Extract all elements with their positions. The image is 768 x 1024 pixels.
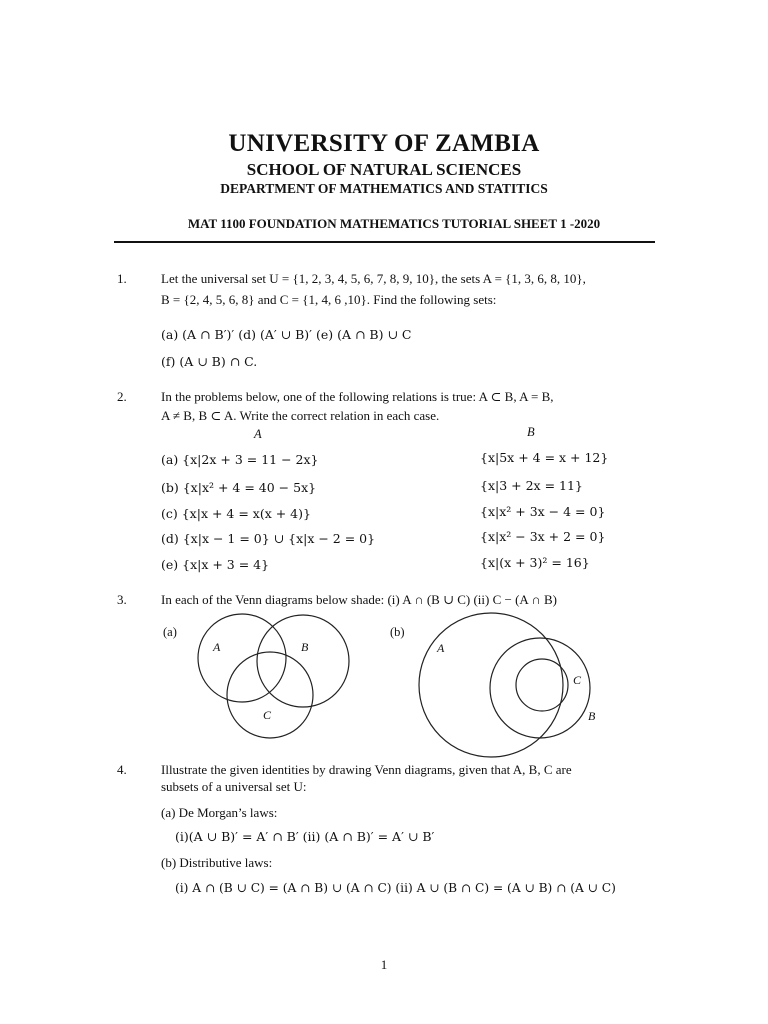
q3-line1: In each of the Venn diagrams below shade: (i) A ∩ (B ∪ C) (ii) C − (A ∩ B) bbox=[161, 592, 557, 607]
venn-a-set-b-label: B bbox=[301, 640, 309, 654]
venn-b-label: (b) bbox=[390, 625, 405, 639]
q2-row-c-left: (c) {x|x + 4 = x(x + 4)} bbox=[161, 506, 311, 521]
q1-number: 1. bbox=[117, 271, 127, 286]
q2-row-c-right: {x|x² + 3x − 4 = 0} bbox=[480, 504, 606, 519]
q2-row-a-left: (a) {x|2x + 3 = 11 − 2x} bbox=[161, 452, 319, 467]
school-title: SCHOOL OF NATURAL SCIENCES bbox=[246, 160, 522, 179]
q4-line2: subsets of a universal set U: bbox=[161, 779, 307, 794]
venn-b-set-b-label: B bbox=[588, 709, 596, 723]
q4-line1: Illustrate the given identities by drawing Venn diagrams, given that A, B, C are bbox=[161, 762, 572, 777]
q2-row-e-right: {x|(x + 3)² = 16} bbox=[480, 555, 590, 570]
q1-line1: Let the universal set U = {1, 2, 3, 4, 5, 6, 7, 8, 9, 10}, the sets A = {1, 3, 6, 8, 10}, bbox=[161, 271, 586, 286]
q2-col-b-heading: B bbox=[527, 425, 535, 439]
sheet-title: MAT 1100 FOUNDATION MATHEMATICS TUTORIAL SHEET 1 -2020 bbox=[187, 216, 601, 231]
q2-col-a-heading: A bbox=[254, 427, 262, 441]
q4-a-title: (a) De Morgan’s laws: bbox=[161, 805, 278, 820]
q1-parts-line1: (a) (A ∩ B′)′ (d) (A′ ∪ B)′ (e) (A ∩ B) ∪ C bbox=[161, 327, 412, 342]
q4-a-body: (i)(A ∪ B)′ = A′ ∩ B′ (ii) (A ∩ B)′ = A′ ∪ B′ bbox=[175, 829, 435, 844]
q2-row-a-right: {x|5x + 4 = x + 12} bbox=[480, 450, 609, 465]
q2-row-e-left: (e) {x|x + 3 = 4} bbox=[161, 557, 270, 572]
department-title: DEPARTMENT OF MATHEMATICS AND STATITICS bbox=[220, 181, 548, 196]
q2-row-d-right: {x|x² − 3x + 2 = 0} bbox=[480, 529, 606, 544]
q4-b-title: (b) Distributive laws: bbox=[161, 855, 273, 870]
venn-b-set-a-label: A bbox=[437, 641, 445, 655]
venn-b-set-c-label: C bbox=[573, 673, 582, 687]
venn-b-circle-c bbox=[516, 659, 568, 711]
q2-line2: A ≠ B, B ⊂ A. Write the correct relation in each case. bbox=[161, 408, 440, 423]
q1-line2: B = {2, 4, 5, 6, 8} and C = {1, 4, 6 ,10}. Find the following sets: bbox=[161, 292, 497, 307]
q2-row-b-left: (b) {x|x² + 4 = 40 − 5x} bbox=[161, 480, 317, 495]
venn-a-label: (a) bbox=[163, 625, 177, 639]
venn-a-set-c-label: C bbox=[263, 708, 272, 722]
page-number: 1 bbox=[380, 957, 388, 972]
venn-b-circle-b bbox=[490, 638, 590, 738]
q2-row-b-right: {x|3 + 2x = 11} bbox=[480, 478, 583, 493]
q1-parts-line2: (f) (A ∪ B) ∩ C. bbox=[161, 354, 258, 369]
venn-a-set-a-label: A bbox=[213, 640, 221, 654]
q2-row-d-left: (d) {x|x − 1 = 0} ∪ {x|x − 2 = 0} bbox=[161, 531, 376, 546]
q4-number: 4. bbox=[117, 762, 127, 777]
q2-number: 2. bbox=[117, 389, 127, 404]
university-title: UNIVERSITY OF ZAMBIA bbox=[228, 130, 540, 157]
q3-number: 3. bbox=[117, 592, 127, 607]
q2-line1: In the problems below, one of the following relations is true: A ⊂ B, A = B, bbox=[161, 389, 554, 404]
q4-b-body: (i) A ∩ (B ∪ C) = (A ∩ B) ∪ (A ∩ C) (ii) A ∪ (B ∩ C) = (A ∪ B) ∩ (A ∪ C) bbox=[175, 881, 616, 895]
venn-b-circle-a bbox=[419, 613, 563, 757]
